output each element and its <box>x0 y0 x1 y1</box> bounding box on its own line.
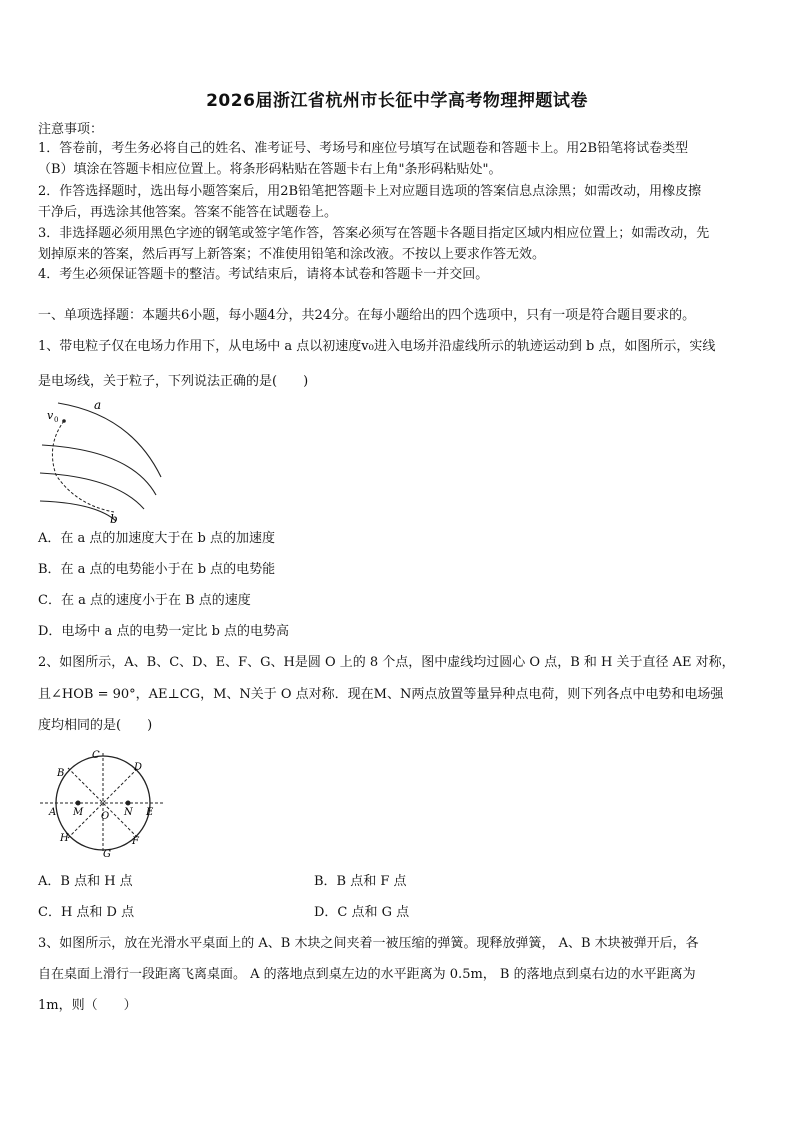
notice-line: 4．考生必须保证答题卡的整洁。考试结束后，请将本试卷和答题卡一并交回。 <box>38 267 489 282</box>
svg-text:A: A <box>49 807 57 818</box>
point-a <box>62 419 66 423</box>
question-1-option[interactable]: C．在 a 点的速度小于在 B 点的速度 <box>38 593 251 608</box>
charge-N <box>126 801 131 806</box>
question-1-option[interactable]: B．在 a 点的电势能小于在 b 点的电势能 <box>38 562 276 577</box>
question-2-stem: 且∠HOB = 90°，AE⊥CG，M、N关于 O 点对称．现在M、N两点放置等量异种点电荷，则下列各点中电势和电场强 <box>38 687 724 702</box>
question-2-stem: 度均相同的是( ) <box>38 718 153 733</box>
question-1-option[interactable]: D．电场中 a 点的电势一定比 b 点的电势高 <box>38 624 290 639</box>
question-1-stem: 是电场线，关于粒子，下列说法正确的是( ) <box>38 374 309 389</box>
question-1-stem: 1、带电粒子仅在电场力作用下，从电场中 a 点以初速度v₀进入电场并沿虚线所示的轨迹运动到 b 点，如图所示，实线 <box>38 339 716 354</box>
question-2-option[interactable]: A．B 点和 H 点 <box>38 874 133 889</box>
notice-line: 干净后，再选涂其他答案。答案不能答在试题卷上。 <box>38 205 338 220</box>
notice-line: （B）填涂在答题卡相应位置上。将条形码粘贴在答题卡右上角"条形码粘贴处"。 <box>38 162 502 177</box>
field-line <box>58 403 161 477</box>
label-v0: v <box>47 409 54 422</box>
question-3-stem: 1m，则（ ） <box>38 998 137 1013</box>
question-2-option[interactable]: B．B 点和 F 点 <box>314 874 407 889</box>
svg-text:N: N <box>124 807 133 818</box>
page-title: 2026届浙江省杭州市长征中学高考物理押题试卷 <box>206 91 588 111</box>
question-1-option[interactable]: A．在 a 点的加速度大于在 b 点的加速度 <box>38 531 275 546</box>
label-b: b <box>110 512 118 526</box>
label-a: a <box>94 398 102 412</box>
svg-text:E: E <box>146 807 154 818</box>
notice-heading: 注意事项： <box>38 122 104 137</box>
trajectory-dashed <box>52 421 114 512</box>
label-v0-sub: 0 <box>54 416 59 424</box>
svg-text:H: H <box>60 833 69 844</box>
notice-line: 2．作答选择题时，选出每小题答案后，用2B铅笔把答题卡上对应题目选项的答案信息点涂黑；如需改动，用橡皮擦 <box>38 184 702 199</box>
section-heading: 一、单项选择题：本题共6小题，每小题4分，共24分。在每小题给出的四个选项中，只有一项是符合题目要求的。 <box>38 308 696 323</box>
electric-field-figure <box>36 395 166 527</box>
notice-line: 1．答卷前，考生务必将自己的姓名、准考证号、考场号和座位号填写在试题卷和答题卡上。用2B铅笔将试卷类型 <box>38 141 689 156</box>
question-3-stem: 自在桌面上滑行一段距离飞离桌面。 A 的落地点到桌左边的水平距离为 0.5m， B 的落地点到桌右边的水平距离为 <box>38 967 696 982</box>
svg-text:B: B <box>57 768 65 779</box>
svg-text:D: D <box>134 762 143 773</box>
svg-text:F: F <box>132 836 139 847</box>
field-line <box>40 501 116 521</box>
notice-line: 划掉原来的答案，然后再写上新答案；不准使用铅笔和涂改液。不按以上要求作答无效。 <box>38 247 546 262</box>
field-line <box>42 445 156 495</box>
svg-text:M: M <box>73 807 84 818</box>
question-2-option[interactable]: C．H 点和 D 点 <box>38 905 135 920</box>
notice-line: 3．非选择题必须用黑色字迹的钢笔或签字笔作答，答案必须写在答题卡各题目指定区域内相应位置上；如需改动，先 <box>38 226 710 241</box>
circle-figure <box>38 745 168 863</box>
field-line <box>40 473 144 509</box>
svg-text:G: G <box>103 849 111 860</box>
question-2-option[interactable]: D．C 点和 G 点 <box>314 905 410 920</box>
question-2-stem: 2、如图所示，A、B、C、D、E、F、G、H是圆 O 上的 8 个点，图中虚线均过圆心 O 点，B 和 H 关于直径 AE 对称， <box>38 655 735 670</box>
svg-text:O: O <box>101 811 110 822</box>
question-3-stem: 3、如图所示，放在光滑水平桌面上的 A、B 木块之间夹着一被压缩的弹簧。现释放弹簧， A、B 木块被弹开后，各 <box>38 936 699 951</box>
charge-M <box>76 801 81 806</box>
svg-text:C: C <box>92 750 100 761</box>
